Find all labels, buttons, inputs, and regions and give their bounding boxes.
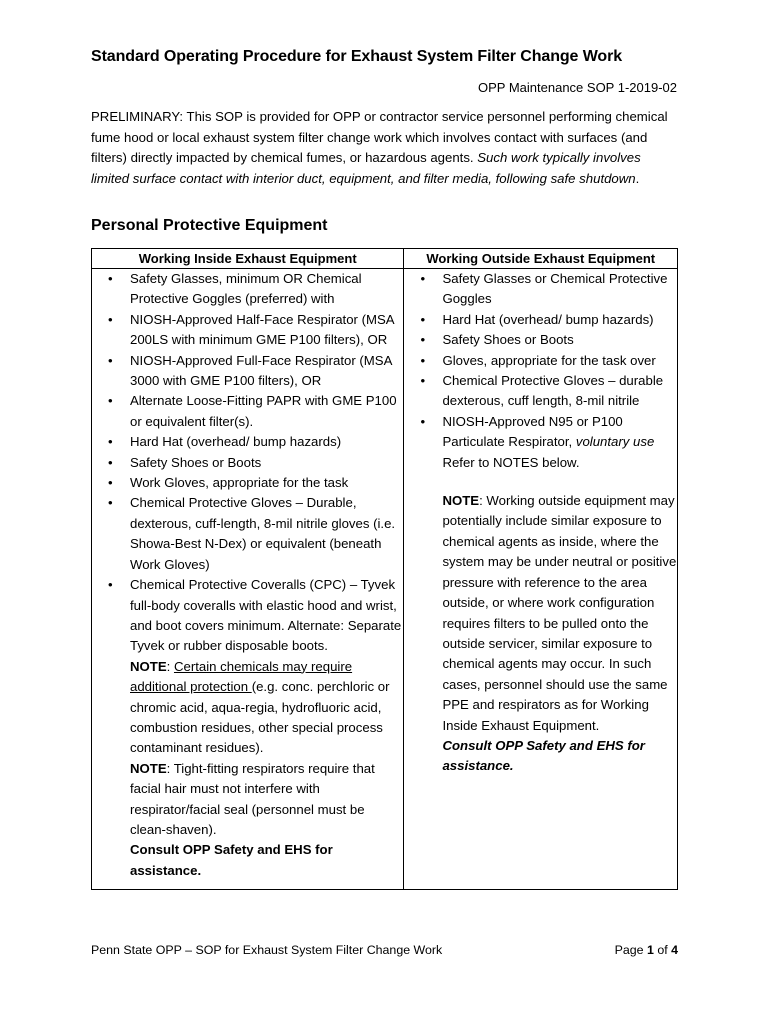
outside-consult: Consult OPP Safety and EHS for assistance. (442, 737, 645, 774)
table-body-row (92, 269, 678, 890)
list-item: • Work Gloves, appropriate for the task (92, 473, 403, 493)
footer-document-name: Penn State OPP – SOP for Exhaust System Filter Change Work (91, 943, 443, 957)
bullet-icon: • (420, 311, 426, 327)
inside-note-chemicals: NOTE: Certain chemicals may require additional protection (e.g. conc. perchloric or chromic acid, aqua-regia, hydrofluoric acid, combustion residues, other special process contaminant residues). (130, 658, 390, 756)
bullet-icon: • (420, 332, 426, 348)
inside-consult: Consult OPP Safety and EHS for assistance. (130, 842, 333, 878)
footer-page-number: Page 1 of 4 (614, 943, 678, 957)
note-label: NOTE (442, 493, 480, 509)
outside-list (404, 269, 677, 473)
header-inside: Working Inside Exhaust Equipment (92, 249, 404, 269)
list-item: • NIOSH-Approved Full-Face Respirator (MSA 3000 with GME P100 filters), OR (108, 352, 392, 389)
bullet-icon: • (420, 373, 426, 389)
header-outside: Working Outside Exhaust Equipment (404, 249, 678, 269)
outside-note: NOTE: Working outside equipment may potentially include similar exposure to chemical agents as inside, where the system may be under neutral or positive pressure with reference to the area outside, or where work configuration requires filters to be pulled onto the outside servicer, similar exposure to chemical agents may occur. In such cases, personnel should use the same PPE and respirators as for Working Inside Exhaust Equipment. (442, 493, 677, 733)
list-item: • Alternate Loose-Fitting PAPR with GME P100 or equivalent filter(s). (108, 393, 397, 429)
bullet-icon: • (108, 495, 113, 511)
preliminary-text: PRELIMINARY: This SOP is provided for OPP or contractor service personnel performing chemical fume hood or local exhaust system filter change work which involves contact with surfaces (and filters) directly impacted by chemical fumes, or hazardous agents. (91, 109, 668, 166)
section-heading-ppe: Personal Protective Equipment (91, 217, 328, 234)
note-underlined-text: Certain chemicals may require additional protection (130, 658, 353, 695)
table-header-row (92, 249, 678, 269)
bullet-icon: • (108, 434, 113, 450)
bullet-icon: • (108, 271, 113, 286)
bullet-icon: • (420, 413, 426, 429)
list-item: • Safety Glasses or Chemical Protective Goggles (420, 271, 668, 307)
list-item: • Chemical Protective Coveralls (CPC) – Tyvek full-body coveralls with elastic hood and wrist, and boot covers minimum. Alternate: Separate Tyvek or rubber disposable boots. (108, 577, 402, 654)
list-item: • Safety Shoes or Boots (404, 330, 677, 350)
note-label: NOTE (130, 760, 167, 776)
document-number: OPP Maintenance SOP 1-2019-02 (478, 80, 677, 95)
ppe-table (91, 248, 678, 890)
list-item: • Safety Shoes or Boots (92, 453, 403, 473)
note-label: NOTE (130, 658, 167, 674)
bullet-icon: • (108, 393, 113, 409)
bullet-icon: • (420, 271, 426, 286)
bullet-icon: • (108, 454, 113, 470)
spacer (404, 473, 677, 491)
preliminary-end: . (635, 170, 640, 186)
list-item: • Hard Hat (overhead/ bump hazards) (404, 310, 677, 330)
list-item: • Chemical Protective Gloves – Durable, dexterous, cuff-length, 8-mil nitrile gloves (i.e. Showa-Best N-Dex) or equivalent (beneath Work Gloves) (108, 495, 396, 572)
list-item: • Chemical Protective Gloves – durable dexterous, cuff length, 8-mil nitrile (420, 373, 664, 409)
preliminary-paragraph (91, 107, 681, 189)
preliminary-italic-text: Such work typically involves limited surface contact with interior duct, equipment, and filter media, following safe shutdown (91, 150, 641, 186)
list-item: • Gloves, appropriate for the task over (404, 351, 677, 371)
list-item: • Safety Glasses, minimum OR Chemical Protective Goggles (preferred) with (108, 271, 362, 307)
bullet-icon: • (108, 577, 113, 593)
bullet-icon: • (108, 352, 113, 368)
document-title: Standard Operating Procedure for Exhaust System Filter Change Work (91, 48, 623, 65)
list-item: • Hard Hat (overhead/ bump hazards) (92, 432, 403, 452)
inside-cell (92, 269, 404, 890)
list-item: • NIOSH-Approved N95 or P100 Particulate Respirator, voluntary use Refer to NOTES below. (420, 413, 655, 470)
inside-list (92, 269, 403, 657)
outside-cell (404, 269, 678, 890)
bullet-icon: • (108, 475, 113, 491)
list-item: • NIOSH-Approved Half-Face Respirator (MSA 200LS with minimum GME P100 filters), OR (108, 311, 394, 348)
inside-note-respirators: NOTE: Tight-fitting respirators require that facial hair must not interfere with respirator/facial seal (personnel must be clean-shaven). (130, 760, 375, 837)
bullet-icon: • (420, 352, 426, 368)
bullet-icon: • (108, 311, 113, 327)
